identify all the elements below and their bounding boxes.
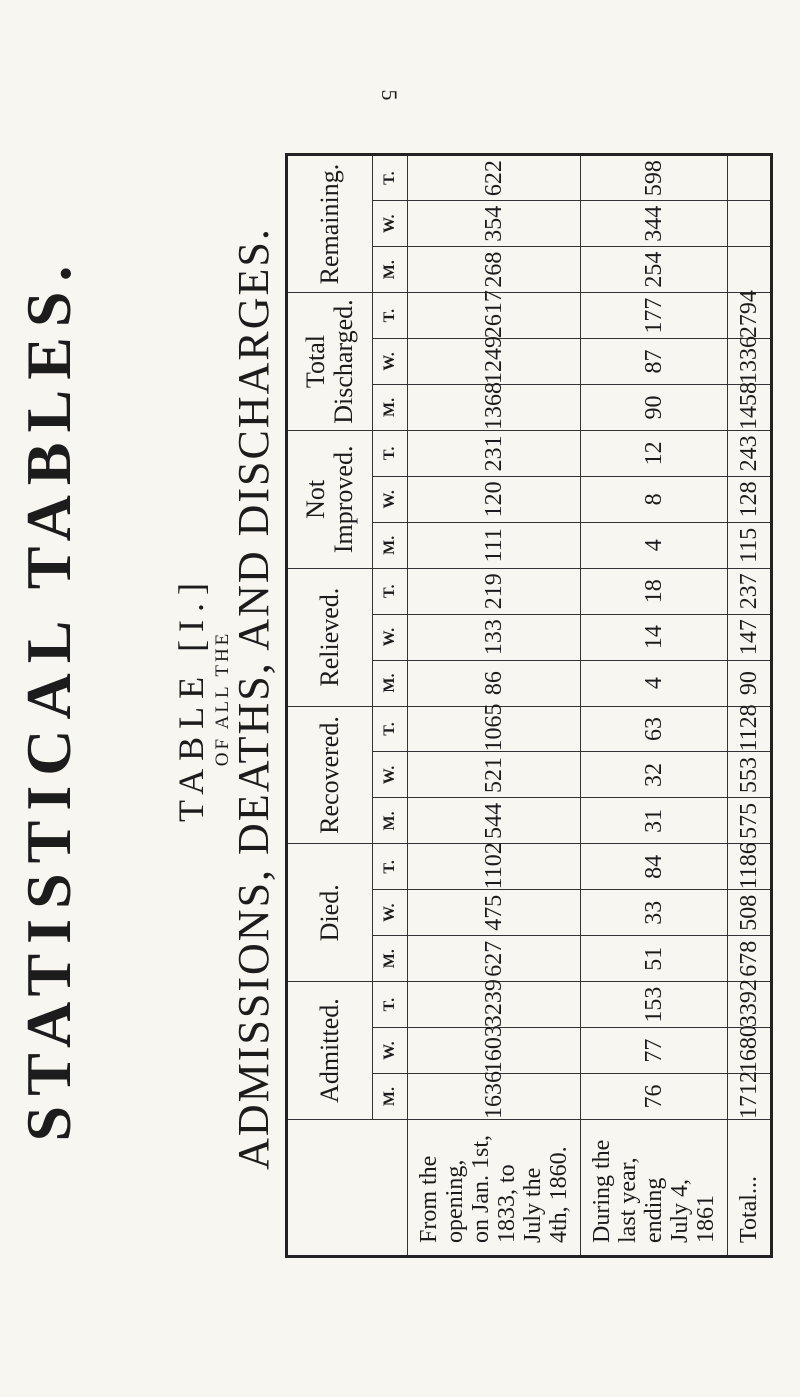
group-header-admitted: Admitted. bbox=[287, 982, 373, 1120]
table-cell: 243 bbox=[728, 430, 772, 476]
statistics-table-wrapper bbox=[285, 153, 762, 1258]
tables-title: STATISTICAL TABLES. bbox=[13, 255, 84, 1142]
table-cell: 1603 bbox=[408, 1028, 581, 1074]
table-cell: 1368 bbox=[408, 385, 581, 431]
table-cell: 31 bbox=[581, 798, 728, 844]
table-cell: 115 bbox=[728, 522, 772, 568]
of-all-the-label: OF ALL THE bbox=[212, 630, 233, 767]
table-cell: 231 bbox=[408, 430, 581, 476]
table-cell: 63 bbox=[581, 706, 728, 752]
table-cell: 4 bbox=[581, 660, 728, 706]
table-cell: 1249 bbox=[408, 339, 581, 385]
table-cell: 8 bbox=[581, 476, 728, 522]
table-cell: 354 bbox=[408, 201, 581, 247]
sub-w: W. bbox=[373, 339, 408, 385]
table-cell: 237 bbox=[728, 568, 772, 614]
table-cell: 544 bbox=[408, 798, 581, 844]
table-cell: 1636 bbox=[408, 1074, 581, 1120]
table-cell: 87 bbox=[581, 339, 728, 385]
group-header-not-improved: Not Improved. bbox=[287, 430, 373, 568]
sub-t: T. bbox=[373, 155, 408, 201]
subheader-row bbox=[373, 155, 408, 1257]
table-cell: 219 bbox=[408, 568, 581, 614]
group-header-died: Died. bbox=[287, 844, 373, 982]
table-cell: 3239 bbox=[408, 982, 581, 1028]
table-cell: 177 bbox=[581, 293, 728, 339]
row-label: Total... bbox=[728, 1120, 772, 1257]
table-cell: 111 bbox=[408, 522, 581, 568]
table-cell bbox=[728, 155, 772, 201]
sub-w: W. bbox=[373, 614, 408, 660]
table-main-heading: ADMISSIONS, DEATHS, AND DISCHARGES. bbox=[229, 227, 278, 1170]
group-header-recovered: Recovered. bbox=[287, 706, 373, 844]
table-cell: 1680 bbox=[728, 1028, 772, 1074]
table-cell: 90 bbox=[581, 385, 728, 431]
sub-m: M. bbox=[373, 936, 408, 982]
row-label: From the opening, on Jan. 1st, 1833, to July the 4th, 1860. bbox=[408, 1120, 581, 1257]
table-cell: 32 bbox=[581, 752, 728, 798]
group-header-remaining: Remaining. bbox=[287, 155, 373, 293]
table-cell: 4 bbox=[581, 522, 728, 568]
sub-t: T. bbox=[373, 568, 408, 614]
row-label: During the last year, ending July 4, 1861 bbox=[581, 1120, 728, 1257]
table-cell: 1458 bbox=[728, 385, 772, 431]
stub-header bbox=[287, 1120, 408, 1257]
table-cell: 86 bbox=[408, 660, 581, 706]
table-cell: 2794 bbox=[728, 293, 772, 339]
table-cell: 254 bbox=[581, 247, 728, 293]
table-cell: 268 bbox=[408, 247, 581, 293]
table-cell: 153 bbox=[581, 982, 728, 1028]
table-row bbox=[581, 155, 728, 1257]
table-cell: 147 bbox=[728, 614, 772, 660]
table-cell: 1102 bbox=[408, 844, 581, 890]
table-cell: 598 bbox=[581, 155, 728, 201]
sub-m: M. bbox=[373, 798, 408, 844]
group-header-relieved: Relieved. bbox=[287, 568, 373, 706]
table-cell: 1128 bbox=[728, 706, 772, 752]
table-body bbox=[408, 155, 772, 1257]
sub-t: T. bbox=[373, 982, 408, 1028]
table-cell: 120 bbox=[408, 476, 581, 522]
table-cell: 1065 bbox=[408, 706, 581, 752]
table-cell: 90 bbox=[728, 660, 772, 706]
sub-w: W. bbox=[373, 752, 408, 798]
sub-w: W. bbox=[373, 1028, 408, 1074]
sub-t: T. bbox=[373, 706, 408, 752]
sub-m: M. bbox=[373, 522, 408, 568]
table-cell: 1186 bbox=[728, 844, 772, 890]
admissions-table bbox=[285, 153, 773, 1258]
table-cell: 627 bbox=[408, 936, 581, 982]
table-cell: 678 bbox=[728, 936, 772, 982]
table-cell: 2617 bbox=[408, 293, 581, 339]
table-cell bbox=[728, 201, 772, 247]
group-header-total-discharged: Total Discharged. bbox=[287, 293, 373, 431]
table-label: TABLE [I.] bbox=[171, 574, 211, 823]
table-cell: 33 bbox=[581, 890, 728, 936]
sub-t: T. bbox=[373, 293, 408, 339]
table-cell: 84 bbox=[581, 844, 728, 890]
group-header-row bbox=[287, 155, 373, 1257]
table-row bbox=[728, 155, 772, 1257]
sub-w: W. bbox=[373, 201, 408, 247]
sub-t: T. bbox=[373, 844, 408, 890]
table-cell: 133 bbox=[408, 614, 581, 660]
sub-m: M. bbox=[373, 247, 408, 293]
table-cell: 475 bbox=[408, 890, 581, 936]
sub-w: W. bbox=[373, 476, 408, 522]
table-cell bbox=[728, 247, 772, 293]
sub-t: T. bbox=[373, 430, 408, 476]
table-cell: 553 bbox=[728, 752, 772, 798]
table-cell: 3392 bbox=[728, 982, 772, 1028]
table-cell: 622 bbox=[408, 155, 581, 201]
table-cell: 12 bbox=[581, 430, 728, 476]
table-cell: 77 bbox=[581, 1028, 728, 1074]
table-cell: 521 bbox=[408, 752, 581, 798]
sub-m: M. bbox=[373, 385, 408, 431]
table-cell: 1712 bbox=[728, 1074, 772, 1120]
table-cell: 1336 bbox=[728, 339, 772, 385]
table-cell: 51 bbox=[581, 936, 728, 982]
sub-m: M. bbox=[373, 1074, 408, 1120]
table-cell: 18 bbox=[581, 568, 728, 614]
sub-w: W. bbox=[373, 890, 408, 936]
table-cell: 76 bbox=[581, 1074, 728, 1120]
table-cell: 508 bbox=[728, 890, 772, 936]
table-cell: 14 bbox=[581, 614, 728, 660]
table-cell: 575 bbox=[728, 798, 772, 844]
table-cell: 344 bbox=[581, 201, 728, 247]
page-number: 5 bbox=[377, 89, 402, 101]
table-cell: 128 bbox=[728, 476, 772, 522]
sub-m: M. bbox=[373, 660, 408, 706]
table-row bbox=[408, 155, 581, 1257]
